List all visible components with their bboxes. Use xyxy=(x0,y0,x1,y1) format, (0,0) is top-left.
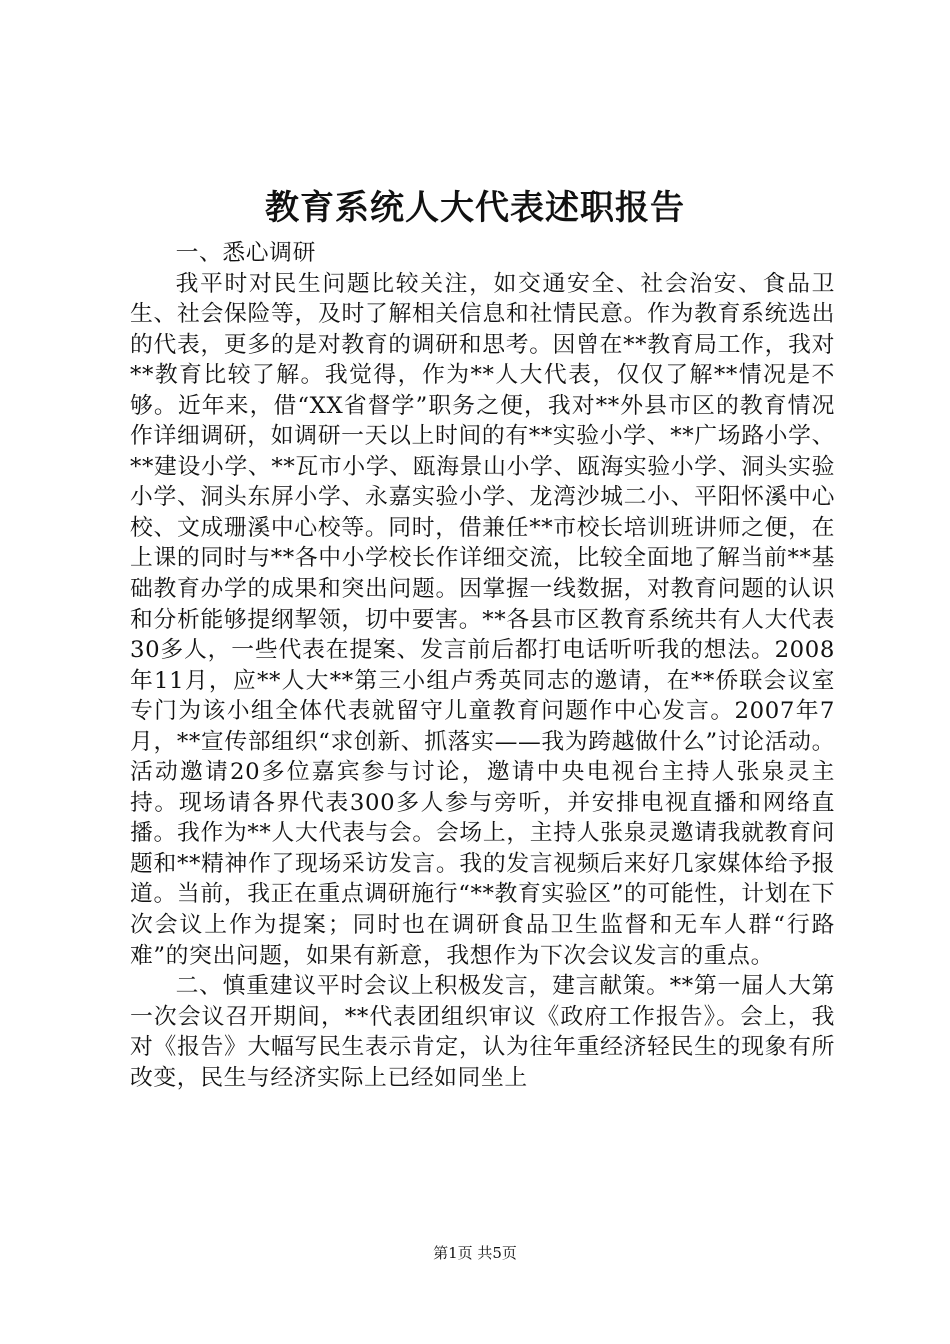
paragraph-2: 二、慎重建议平时会议上积极发言，建言献策。**第一届人大第一次会议召开期间，**代表团组织审议《政府工作报告》。会上，我对《报告》大幅写民生表示肯定，认为往年重经济轻民生的现象有所改变，民生与经济实际上已经如同坐上 xyxy=(130,973,835,1091)
page-footer: 第1页 共5页 xyxy=(433,1244,517,1262)
paragraph-1: 我平时对民生问题比较关注，如交通安全、社会治安、食品卫生、社会保险等，及时了解相关信息和社情民意。作为教育系统选出的代表，更多的是对教育的调研和思考。因曾在**教育局工作，我对**教育比较了解。我觉得，作为**人大代表，仅仅了解**情况是不够。近年来，借“XX省督学”职务之便，我对**外县市区的教育情况作详细调研，如调研一天以上时间的有**实验小学、**广场路小学、**建设小学、**瓦市小学、瓯海景山小学、瓯海实验小学、洞头实验小学、洞头东屏小学、永嘉实验小学、龙湾沙城二小、平阳怀溪中心校、文成珊溪中心校等。同时，借兼任**市校长培训班讲师之便，在上课的同时与**各中小学校长作详细交流，比较全面地了解当前**基础教育办学的成果和突出问题。因掌握一线数据，对教育问题的认识和分析能够提纲挈领，切中要害。**各县市区教育系统共有人大代表30多人，一些代表在提案、发言前后都打电话听听我的想法。2008年11月，应**人大**第三小组卢秀英同志的邀请，在**侨联会议室专门为该小组全体代表就留守儿童教育问题作中心发言。2007年7月，**宣传部组织“求创新、抓落实——我为跨越做什么”讨论活动。活动邀请20多位嘉宾参与讨论，邀请中央电视台主持人张泉灵主持。现场请各界代表300多人参与旁听，并安排电视直播和网络直播。我作为**人大代表与会。会场上，主持人张泉灵邀请我就教育问题和**精神作了现场采访发言。我的发言视频后来好几家媒体给予报道。当前，我正在重点调研施行“**教育实验区”的可能性，计划在下次会议上作为提案；同时也在调研食品卫生监督和无车人群“行路难”的突出问题，如果有新意，我想作为下次会议发言的重点。 xyxy=(130,270,835,969)
document-body xyxy=(130,238,835,1093)
section-heading-1: 一、悉心调研 xyxy=(175,240,316,266)
document-title: 教育系统人大代表述职报告 xyxy=(265,188,685,228)
